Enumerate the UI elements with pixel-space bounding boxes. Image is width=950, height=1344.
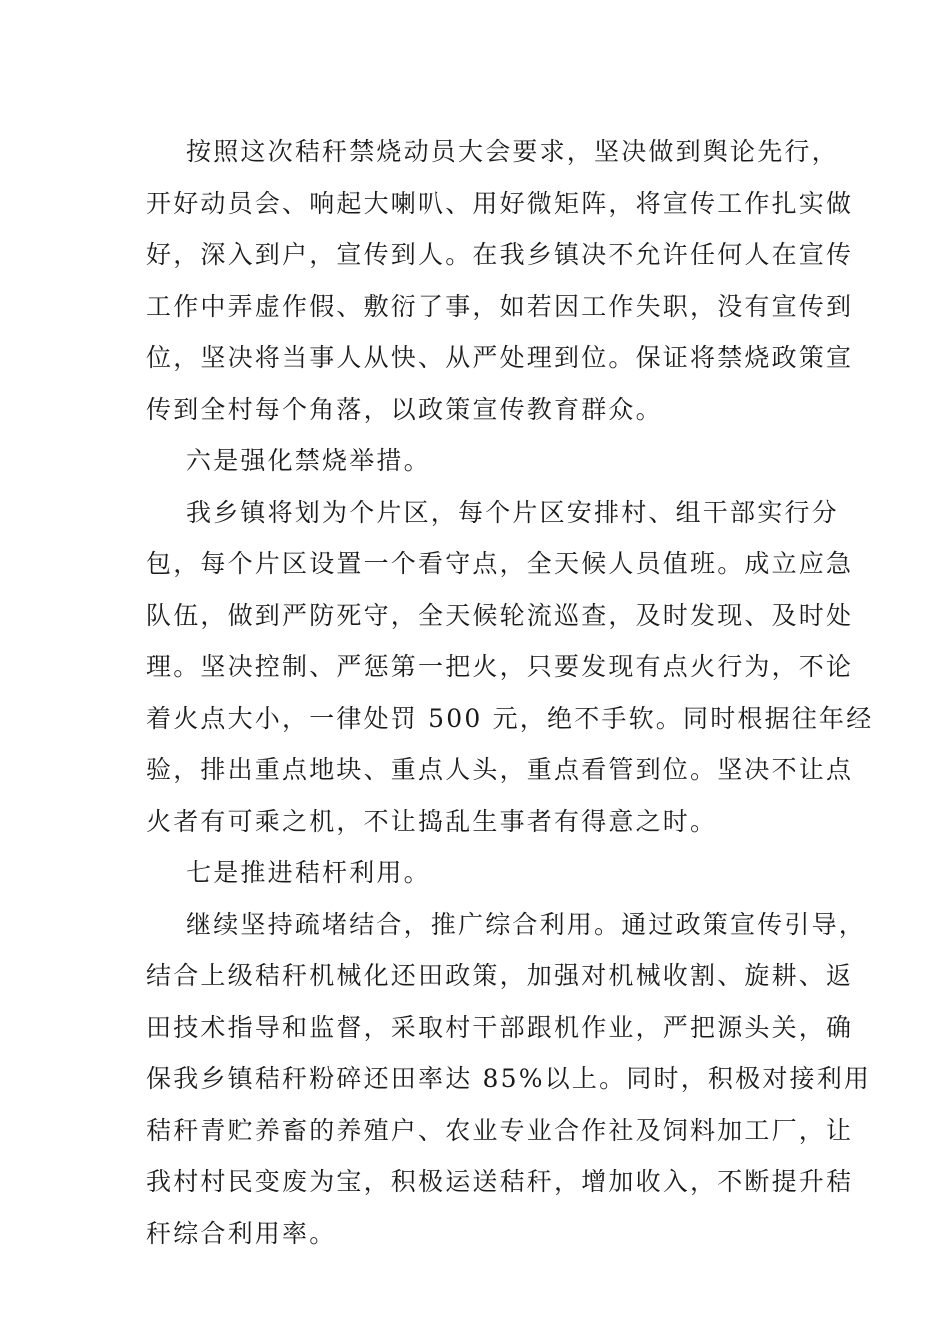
text-line: 按照这次秸秆禁烧动员大会要求，坚决做到舆论先行，: [186, 137, 839, 166]
heading-line: 六是强化禁烧举措。: [186, 446, 431, 475]
text-line: 继续坚持疏堵结合，推广综合利用。通过政策宣传引导，: [186, 909, 867, 939]
text-line: 秆综合利用率。: [146, 1218, 337, 1248]
text-line: 理。坚决控制、严惩第一把火，只要发现有点火行为，不论: [146, 652, 854, 681]
text-line: 队伍，做到严防死守，全天候轮流巡查，及时发现、及时处: [146, 600, 854, 630]
paragraph-utilization: [146, 899, 872, 1260]
section-heading-seven: [146, 847, 810, 899]
text-line: 田技术指导和监督，采取村干部跟机作业，严把源头关，确: [146, 1012, 854, 1042]
text-line: 开好动员会、响起大喇叭、用好微矩阵，将宣传工作扎实做: [146, 188, 854, 218]
text-line: 好，深入到户，宣传到人。在我乡镇决不允许任何人在宣传: [146, 240, 854, 269]
heading-line: 七是推进秸杆利用。: [186, 858, 431, 887]
text-line: 我村村民变废为宝，积极运送秸秆，增加收入，不断提升秸: [146, 1167, 854, 1196]
text-line: 秸秆青贮养畜的养殖户、农业专业合作社及饲料加工厂，让: [146, 1115, 854, 1145]
text-line: 我乡镇将划为个片区，每个片区安排村、组干部实行分: [186, 497, 839, 527]
paragraph-measures: [146, 487, 874, 848]
text-line: 传到全村每个角落，以政策宣传教育群众。: [146, 394, 663, 424]
text-line: 验，排出重点地块、重点人头，重点看管到位。坚决不让点: [146, 755, 854, 784]
text-line: 结合上级秸秆机械化还田政策，加强对机械收割、旋耕、返: [146, 961, 854, 990]
text-line: 着火点大小，一律处罚 500 元，绝不手软。同时根据往年经: [146, 703, 874, 733]
text-line: 工作中弄虚作假、敷衍了事，如若因工作失职，没有宣传到: [146, 291, 854, 321]
document-body: [146, 126, 874, 1259]
paragraph-publicity: [146, 126, 854, 435]
text-line: 保我乡镇秸秆粉碎还田率达 85%以上。同时，积极对接利用: [146, 1064, 872, 1093]
text-line: 火者有可乘之机，不让捣乱生事者有得意之时。: [146, 806, 718, 836]
text-line: 位，坚决将当事人从快、从严处理到位。保证将禁烧政策宣: [146, 343, 854, 372]
text-line: 包，每个片区设置一个看守点，全天候人员值班。成立应急: [146, 549, 854, 578]
section-heading-six: [146, 435, 810, 487]
